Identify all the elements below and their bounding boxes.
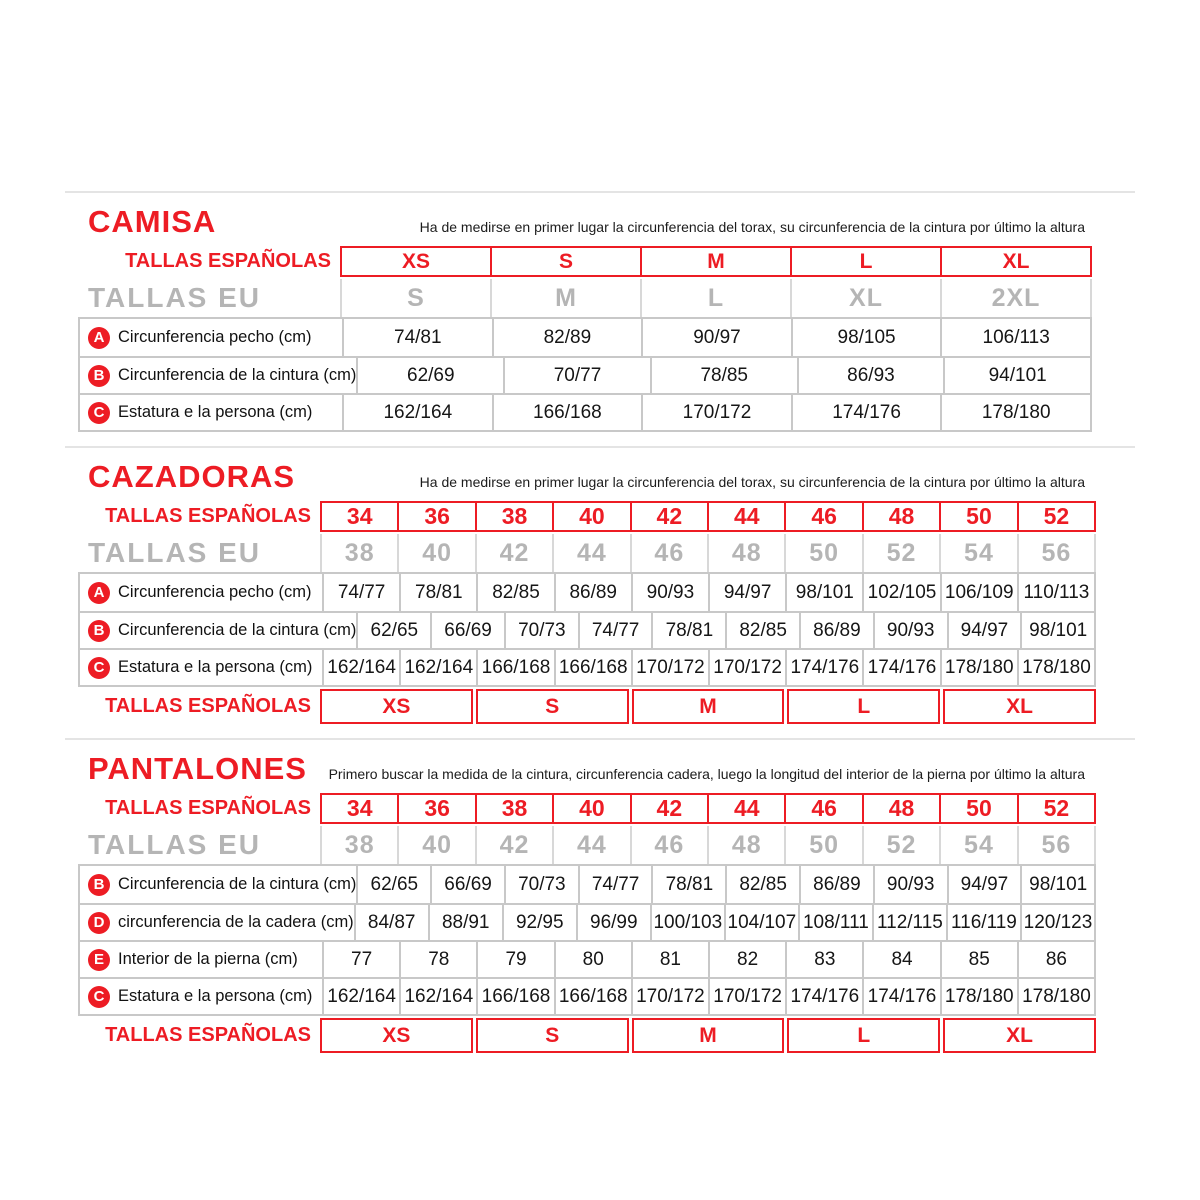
data-cell: 92/95 — [502, 905, 576, 940]
eu-size-cell: XL — [790, 279, 940, 317]
spanish-size-cell: 34 — [320, 501, 399, 532]
data-cell: 162/164 — [399, 650, 476, 685]
eu-sizes-label: TALLAS EU — [88, 537, 262, 568]
data-cell: 82/85 — [476, 574, 553, 611]
row-label — [80, 574, 322, 611]
data-cell: 162/164 — [399, 979, 476, 1014]
eu-size-cell: 48 — [707, 534, 784, 572]
section-header — [65, 753, 1135, 785]
data-cell: 174/176 — [785, 650, 862, 685]
eu-size-cell: 40 — [397, 826, 474, 864]
data-cell: 166/168 — [492, 395, 642, 430]
table-row — [80, 648, 1094, 685]
eu-size-cell: M — [490, 279, 640, 317]
section-subtitle: Ha de medirse en primer lugar la circunferencia del torax, su circunferencia de la cintura por último la altura — [419, 219, 1085, 235]
eu-size-cell: 54 — [939, 534, 1016, 572]
eu-size-cell: L — [640, 279, 790, 317]
data-cell: 162/164 — [322, 650, 399, 685]
table-row — [80, 319, 1090, 356]
data-cell: 170/172 — [708, 650, 785, 685]
data-cell: 78 — [399, 942, 476, 977]
eu-size-cell: 52 — [862, 534, 939, 572]
row-label — [80, 613, 356, 648]
data-cell: 83 — [785, 942, 862, 977]
row-values — [342, 395, 1090, 430]
spanish-size-cell: XS — [340, 246, 492, 277]
data-cell: 62/65 — [356, 866, 430, 903]
eu-size-cell: 44 — [552, 534, 629, 572]
data-cell: 62/65 — [356, 613, 430, 648]
section-divider — [65, 738, 1135, 740]
data-cell: 178/180 — [1017, 979, 1094, 1014]
spanish-size-cell: 50 — [941, 793, 1018, 824]
spanish-size-cell: 38 — [477, 501, 554, 532]
measurements-table — [78, 864, 1096, 1016]
eu-sizes-row — [78, 826, 1096, 864]
eu-sizes-cells — [340, 279, 1092, 317]
eu-sizes-row — [78, 534, 1096, 572]
data-cell: 70/77 — [503, 358, 650, 393]
eu-size-cell: 44 — [552, 826, 629, 864]
data-cell: 174/176 — [862, 979, 939, 1014]
spanish-sizes-cells — [320, 501, 1096, 532]
spanish-size-cell: 42 — [632, 501, 709, 532]
row-label — [80, 358, 356, 393]
section-title: PANTALONES — [88, 751, 307, 786]
data-cell: 90/93 — [873, 613, 947, 648]
row-values — [356, 613, 1094, 648]
data-cell: 74/77 — [578, 613, 652, 648]
eu-size-cell: 54 — [939, 826, 1016, 864]
measure-badge-E: E — [88, 949, 110, 971]
data-cell: 62/69 — [356, 358, 503, 393]
data-cell: 82 — [708, 942, 785, 977]
table-row — [80, 611, 1094, 648]
spanish-size-cell: 44 — [709, 501, 786, 532]
row-label-text: Estatura e la persona (cm) — [118, 403, 313, 421]
data-cell: 108/111 — [798, 905, 872, 940]
data-cell: 82/89 — [492, 319, 642, 356]
eu-size-cell: 40 — [397, 534, 474, 572]
data-cell: 116/119 — [946, 905, 1020, 940]
data-cell: 94/97 — [947, 866, 1021, 903]
spanish-size-merged-cell: S — [476, 1018, 629, 1053]
section-divider — [65, 191, 1135, 193]
table-row — [80, 393, 1090, 430]
spanish-size-merged-cell: L — [787, 1018, 940, 1053]
eu-size-cell: 48 — [707, 826, 784, 864]
row-label-text: Estatura e la persona (cm) — [118, 658, 313, 676]
data-cell: 100/103 — [650, 905, 724, 940]
row-label — [80, 942, 322, 977]
spanish-size-cell: 46 — [786, 501, 863, 532]
data-cell: 90/97 — [641, 319, 791, 356]
spanish-size-cell: 52 — [1019, 501, 1096, 532]
row-label-text: Circunferencia de la cintura (cm) — [118, 366, 357, 384]
spanish-sizes-label: TALLAS ESPAÑOLAS — [105, 505, 311, 527]
spanish-size-merged-cell: M — [632, 1018, 785, 1053]
data-cell: 86/89 — [799, 613, 873, 648]
spanish-size-cell: 46 — [786, 793, 863, 824]
spanish-sizes-bottom-row — [78, 1018, 1096, 1053]
eu-size-cell: 46 — [630, 826, 707, 864]
data-cell: 170/172 — [641, 395, 791, 430]
data-cell: 94/97 — [947, 613, 1021, 648]
section-pantalones — [65, 738, 1135, 1053]
spanish-sizes-row — [78, 793, 1096, 824]
row-values — [354, 905, 1094, 940]
data-cell: 78/85 — [650, 358, 797, 393]
spanish-size-cell: 48 — [864, 793, 941, 824]
row-label-text: Interior de la pierna (cm) — [118, 950, 298, 968]
data-cell: 174/176 — [862, 650, 939, 685]
data-cell: 162/164 — [322, 979, 399, 1014]
spanish-size-cell: 42 — [632, 793, 709, 824]
data-cell: 106/113 — [940, 319, 1090, 356]
spanish-sizes-cells — [320, 793, 1096, 824]
spanish-size-merged-cell: L — [787, 689, 940, 724]
spanish-size-cell: 36 — [399, 501, 476, 532]
row-values — [322, 979, 1094, 1014]
measure-badge-C: C — [88, 402, 110, 424]
data-cell: 78/81 — [651, 613, 725, 648]
spanish-sizes-label: TALLAS ESPAÑOLAS — [105, 695, 311, 717]
measure-badge-C: C — [88, 657, 110, 679]
spanish-size-cell: 34 — [320, 793, 399, 824]
section-title: CAMISA — [88, 204, 217, 239]
spanish-sizes-cells — [340, 246, 1092, 277]
eu-size-cell: 56 — [1017, 534, 1096, 572]
data-cell: 120/123 — [1020, 905, 1094, 940]
eu-sizes-label: TALLAS EU — [88, 282, 262, 313]
data-cell: 74/77 — [322, 574, 399, 611]
spanish-size-cell: XL — [942, 246, 1092, 277]
data-cell: 70/73 — [504, 613, 578, 648]
data-cell: 86/89 — [554, 574, 631, 611]
section-subtitle: Primero buscar la medida de la cintura, circunferencia cadera, luego la longitud del interior de la pierna por último la altura — [328, 766, 1085, 782]
row-values — [356, 866, 1094, 903]
section-camisa — [65, 191, 1135, 432]
data-cell: 98/101 — [1020, 866, 1094, 903]
data-cell: 78/81 — [651, 866, 725, 903]
eu-sizes-row — [78, 279, 1092, 317]
spanish-sizes-merged-cells — [320, 1018, 1096, 1053]
row-values — [356, 358, 1090, 393]
eu-size-cell: S — [340, 279, 490, 317]
data-cell: 102/105 — [862, 574, 939, 611]
spanish-size-cell: S — [492, 246, 642, 277]
data-cell: 70/73 — [504, 866, 578, 903]
section-header — [65, 206, 1135, 238]
data-cell: 77 — [322, 942, 399, 977]
data-cell: 90/93 — [631, 574, 708, 611]
eu-sizes-cells — [320, 826, 1096, 864]
row-label — [80, 395, 342, 430]
spanish-size-merged-cell: XL — [943, 689, 1096, 724]
data-cell: 94/97 — [708, 574, 785, 611]
spanish-sizes-label: TALLAS ESPAÑOLAS — [125, 250, 331, 272]
section-subtitle: Ha de medirse en primer lugar la circunferencia del torax, su circunferencia de la cintura por último la altura — [419, 474, 1085, 490]
row-label-text: Circunferencia de la cintura (cm) — [118, 621, 357, 639]
eu-sizes-cells — [320, 534, 1096, 572]
data-cell: 82/85 — [725, 866, 799, 903]
data-cell: 178/180 — [940, 395, 1090, 430]
spanish-size-merged-cell: XS — [320, 1018, 473, 1053]
data-cell: 74/81 — [342, 319, 492, 356]
measure-badge-B: B — [88, 874, 110, 896]
data-cell: 106/109 — [940, 574, 1017, 611]
spanish-sizes-bottom-row — [78, 689, 1096, 724]
eu-size-cell: 56 — [1017, 826, 1096, 864]
data-cell: 86 — [1017, 942, 1094, 977]
spanish-size-cell: 52 — [1019, 793, 1096, 824]
size-chart-page — [65, 191, 1135, 1053]
row-values — [322, 942, 1094, 977]
row-label-text: Estatura e la persona (cm) — [118, 987, 313, 1005]
data-cell: 98/101 — [785, 574, 862, 611]
spanish-size-cell: 50 — [941, 501, 1018, 532]
data-cell: 82/85 — [725, 613, 799, 648]
data-cell: 79 — [476, 942, 553, 977]
measurements-table — [78, 572, 1096, 687]
section-divider — [65, 446, 1135, 448]
spanish-size-cell: 48 — [864, 501, 941, 532]
data-cell: 78/81 — [399, 574, 476, 611]
data-cell: 80 — [554, 942, 631, 977]
section-header — [65, 461, 1135, 493]
row-label — [80, 979, 322, 1014]
eu-size-cell: 2XL — [940, 279, 1092, 317]
spanish-size-cell: M — [642, 246, 792, 277]
row-label-text: Circunferencia pecho (cm) — [118, 583, 312, 601]
data-cell: 94/101 — [943, 358, 1090, 393]
data-cell: 90/93 — [873, 866, 947, 903]
spanish-size-cell: 44 — [709, 793, 786, 824]
eu-size-cell: 42 — [475, 826, 552, 864]
row-values — [322, 650, 1094, 685]
data-cell: 166/168 — [554, 650, 631, 685]
spanish-size-cell: L — [792, 246, 942, 277]
row-label — [80, 905, 354, 940]
data-cell: 166/168 — [476, 979, 553, 1014]
data-cell: 66/69 — [430, 613, 504, 648]
measure-badge-B: B — [88, 365, 110, 387]
spanish-size-cell: 40 — [554, 501, 631, 532]
eu-size-cell: 50 — [784, 534, 861, 572]
data-cell: 96/99 — [576, 905, 650, 940]
row-label-text: circunferencia de la cadera (cm) — [118, 913, 354, 931]
measure-badge-A: A — [88, 582, 110, 604]
spanish-size-merged-cell: XS — [320, 689, 473, 724]
data-cell: 174/176 — [791, 395, 941, 430]
data-cell: 81 — [631, 942, 708, 977]
section-cazadoras — [65, 446, 1135, 724]
eu-size-cell: 46 — [630, 534, 707, 572]
data-cell: 174/176 — [785, 979, 862, 1014]
data-cell: 86/93 — [797, 358, 944, 393]
spanish-size-merged-cell: M — [632, 689, 785, 724]
row-label — [80, 866, 356, 903]
eu-sizes-label: TALLAS EU — [88, 829, 262, 860]
table-row — [80, 977, 1094, 1014]
spanish-sizes-merged-cells — [320, 689, 1096, 724]
data-cell: 170/172 — [708, 979, 785, 1014]
measure-badge-C: C — [88, 986, 110, 1008]
spanish-size-cell: 40 — [554, 793, 631, 824]
eu-size-cell: 52 — [862, 826, 939, 864]
data-cell: 178/180 — [1017, 650, 1094, 685]
data-cell: 162/164 — [342, 395, 492, 430]
eu-size-cell: 42 — [475, 534, 552, 572]
data-cell: 104/107 — [724, 905, 798, 940]
data-cell: 98/101 — [1020, 613, 1094, 648]
data-cell: 170/172 — [631, 979, 708, 1014]
measure-badge-D: D — [88, 912, 110, 934]
row-label — [80, 650, 322, 685]
table-row — [80, 574, 1094, 611]
data-cell: 166/168 — [554, 979, 631, 1014]
eu-size-cell: 50 — [784, 826, 861, 864]
eu-size-cell: 38 — [320, 534, 397, 572]
measurements-table — [78, 317, 1092, 432]
data-cell: 84 — [862, 942, 939, 977]
data-cell: 170/172 — [631, 650, 708, 685]
data-cell: 74/77 — [578, 866, 652, 903]
row-label — [80, 319, 342, 356]
data-cell: 86/89 — [799, 866, 873, 903]
data-cell: 178/180 — [940, 650, 1017, 685]
spanish-size-merged-cell: S — [476, 689, 629, 724]
spanish-sizes-label: TALLAS ESPAÑOLAS — [105, 797, 311, 819]
data-cell: 112/115 — [872, 905, 946, 940]
table-row — [80, 903, 1094, 940]
data-cell: 110/113 — [1017, 574, 1094, 611]
spanish-size-merged-cell: XL — [943, 1018, 1096, 1053]
spanish-sizes-row — [78, 246, 1092, 277]
row-values — [342, 319, 1090, 356]
data-cell: 166/168 — [476, 650, 553, 685]
spanish-sizes-row — [78, 501, 1096, 532]
data-cell: 88/91 — [428, 905, 502, 940]
spanish-sizes-label: TALLAS ESPAÑOLAS — [105, 1024, 311, 1046]
table-row — [80, 356, 1090, 393]
data-cell: 85 — [940, 942, 1017, 977]
table-row — [80, 940, 1094, 977]
table-row — [80, 866, 1094, 903]
row-label-text: Circunferencia pecho (cm) — [118, 328, 312, 346]
spanish-size-cell: 38 — [477, 793, 554, 824]
eu-size-cell: 38 — [320, 826, 397, 864]
data-cell: 66/69 — [430, 866, 504, 903]
data-cell: 84/87 — [354, 905, 428, 940]
row-label-text: Circunferencia de la cintura (cm) — [118, 875, 357, 893]
row-values — [322, 574, 1094, 611]
spanish-size-cell: 36 — [399, 793, 476, 824]
measure-badge-B: B — [88, 620, 110, 642]
measure-badge-A: A — [88, 327, 110, 349]
data-cell: 98/105 — [791, 319, 941, 356]
data-cell: 178/180 — [940, 979, 1017, 1014]
section-title: CAZADORAS — [88, 459, 296, 494]
